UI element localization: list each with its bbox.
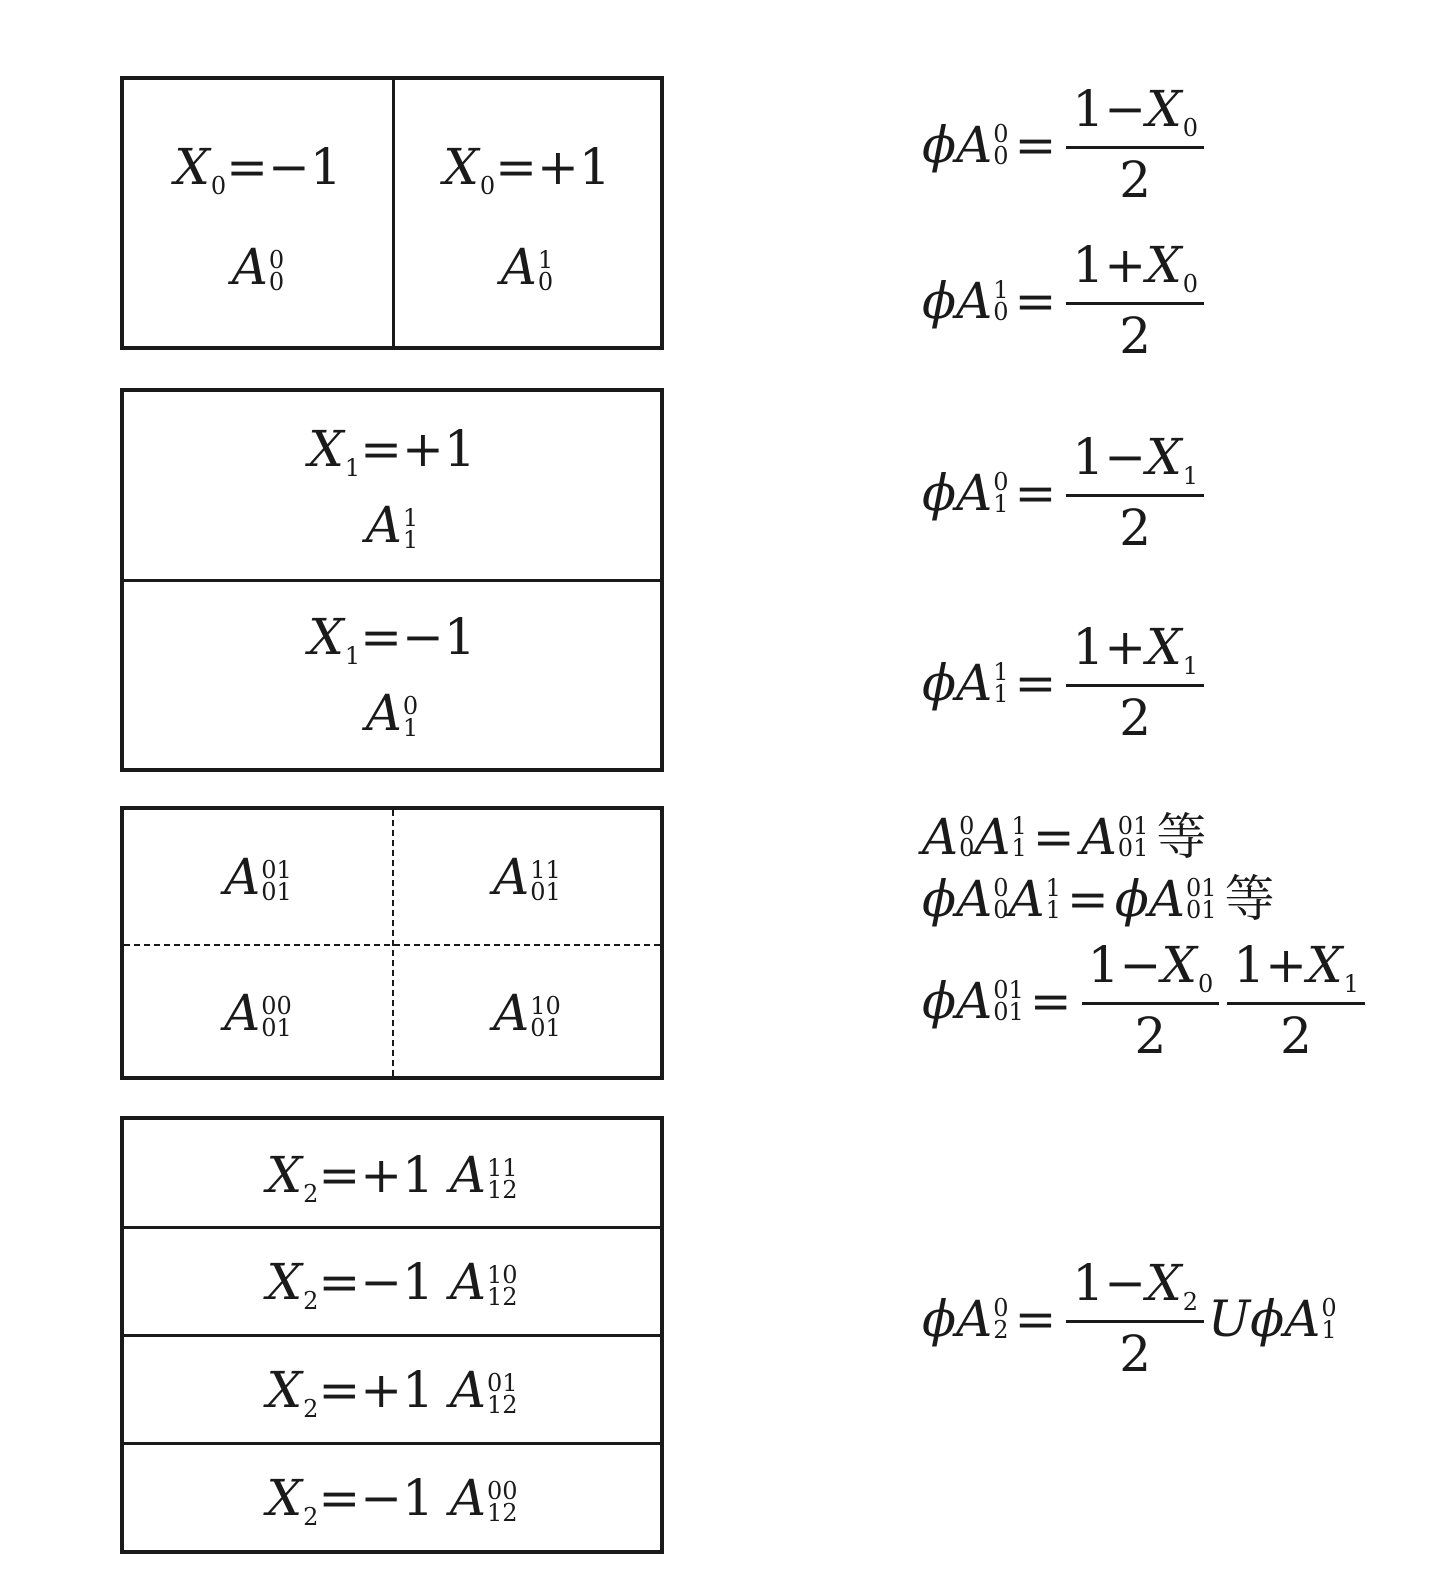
- cell-label: A 1 1: [365, 496, 419, 554]
- cell-label: A 1 0: [500, 238, 554, 296]
- cell-x0-minus: [124, 80, 392, 346]
- cell-equation: $X_1=+1$: [308, 420, 476, 482]
- box-a01-quadrants: [120, 806, 664, 1080]
- box-x2: [120, 1116, 664, 1554]
- box-x1: [120, 388, 664, 772]
- row-x2-4: $X_2=-1$ A 00 12: [266, 1469, 518, 1531]
- cell-a01-01: A 01 01: [224, 848, 292, 906]
- cell-equation: $X_0=-1$: [174, 138, 342, 200]
- cell-x1-minus: [124, 582, 660, 768]
- formula-phi-a20: ϕ A 0 2 = $\frac{1-X_2}{2}$ U ϕ A 0 1: [922, 1254, 1337, 1383]
- formula-product: A 0 0 A 1 1 = A 01 01 等: [922, 808, 1207, 866]
- formula-phi-a0101: ϕ A 01 01 = $\frac{1-X_0}{2}$ $\frac{1+X_1}{2}$: [922, 940, 1369, 1061]
- cell-a01-00: A 00 01: [224, 984, 292, 1042]
- cell-equation: $X_0=+1$: [443, 138, 611, 200]
- cell-label: A 0 0: [231, 238, 285, 296]
- formula-phi-a11: ϕ A 1 1 = $\frac{1+X_1}{2}$: [922, 622, 1208, 743]
- cell-a01-10: A 10 01: [493, 984, 561, 1042]
- cell-label: A 0 1: [365, 684, 419, 742]
- cell-equation: $X_1=-1$: [308, 608, 476, 670]
- formula-phi-a01: ϕ A 1 0 = $\frac{1+X_0}{2}$: [922, 240, 1208, 361]
- formula-phi-a10: ϕ A 0 1 = $\frac{1-X_1}{2}$: [922, 432, 1208, 553]
- row-x2-1: $X_2=+1$ A 11 12: [266, 1146, 518, 1208]
- cell-x1-plus: [124, 392, 660, 579]
- cell-x0-plus: [394, 80, 660, 346]
- box-x0: [120, 76, 664, 350]
- formula-phi-a00: ϕ A 0 0 = $\frac{1-X_0}{2}$: [922, 84, 1208, 205]
- formula-phi-product: ϕ A 0 0 A 1 1 = ϕ A 01 01 等: [922, 870, 1275, 928]
- row-x2-2: $X_2=-1$ A 10 12: [266, 1253, 518, 1315]
- row-x2-3: $X_2=+1$ A 01 12: [266, 1361, 518, 1423]
- cell-a01-11: A 11 01: [493, 848, 561, 906]
